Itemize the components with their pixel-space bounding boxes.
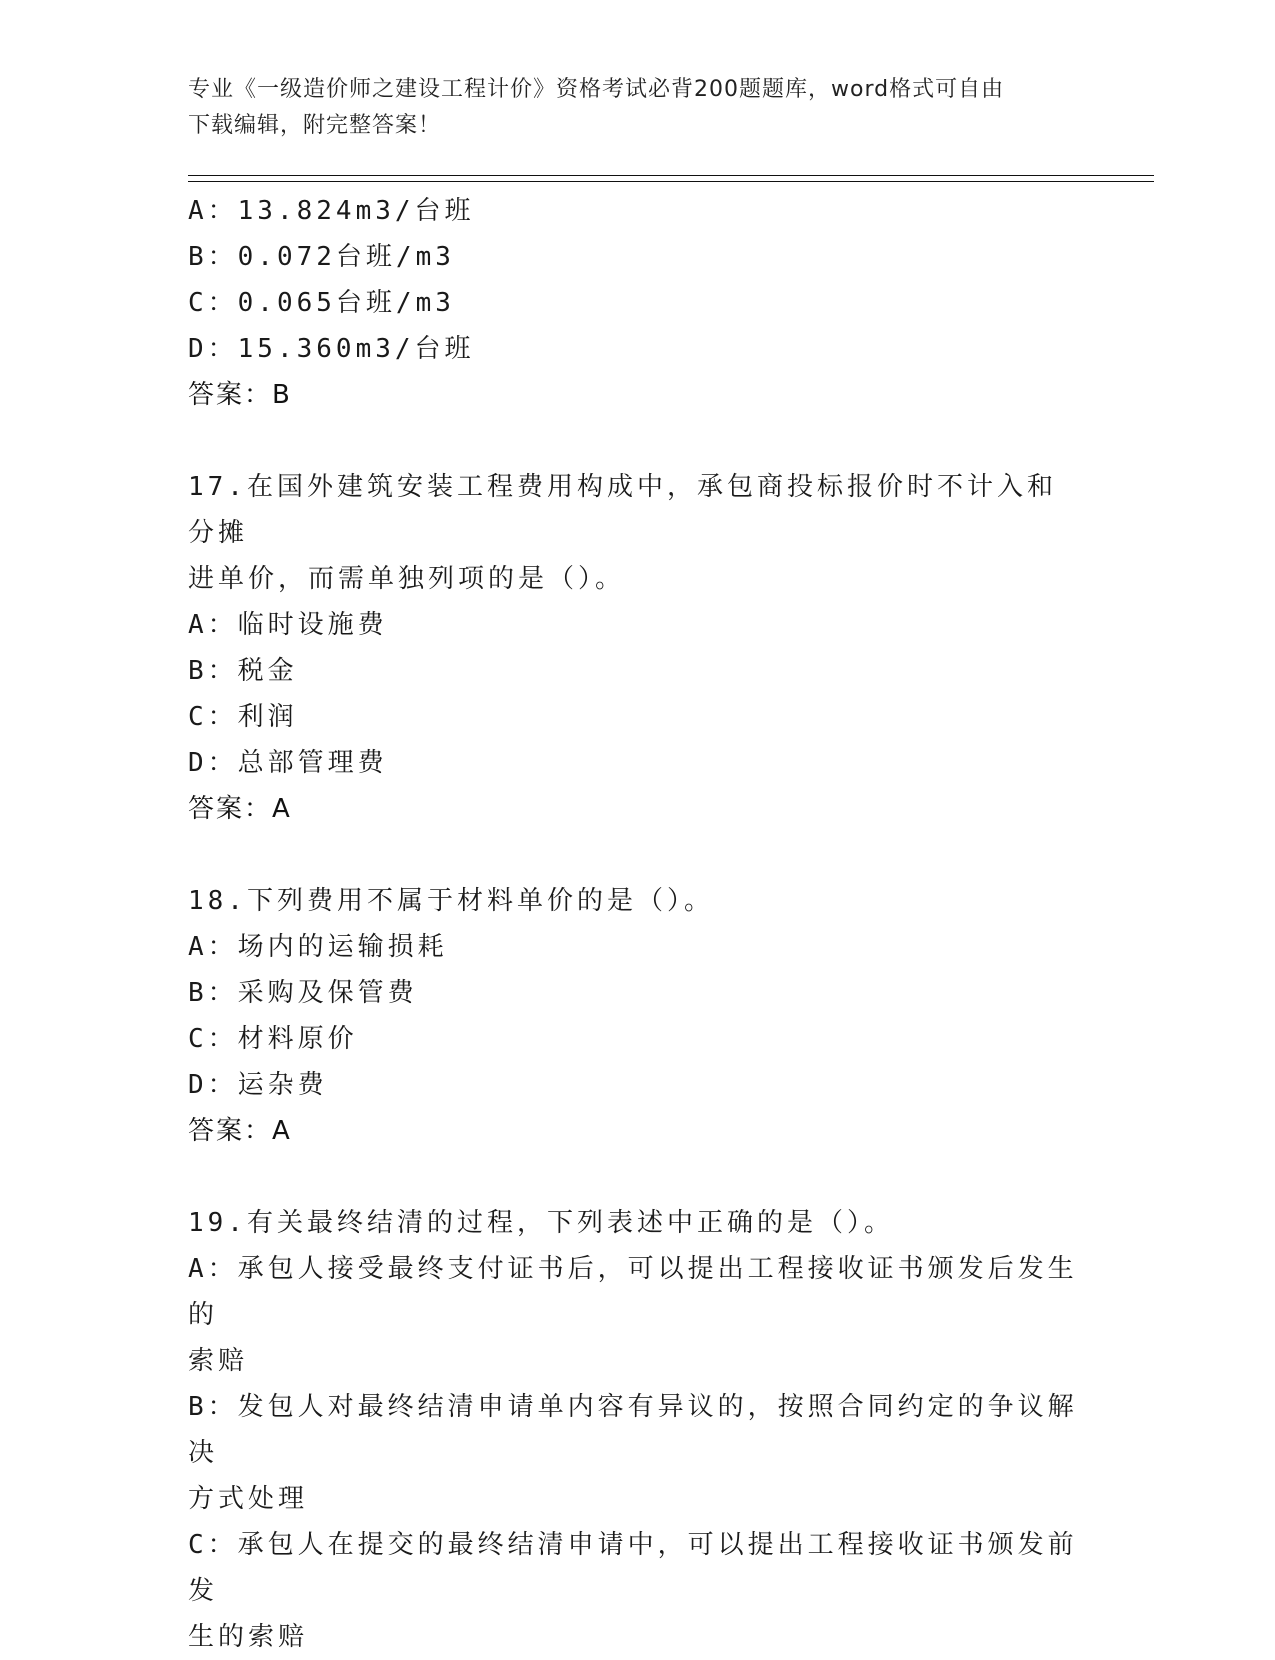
question-gap [188, 832, 1078, 878]
option-a-continued: 索赔 [188, 1346, 249, 1376]
question-stem: 19.有关最终结清的过程，下列表述中正确的是（）。 [188, 1208, 894, 1238]
option-text: 0.065台班/m3 [237, 288, 455, 318]
option-label: C： [188, 702, 238, 732]
option-label: C： [188, 1530, 238, 1560]
question-18 [188, 878, 1078, 1154]
question-17 [188, 464, 1078, 832]
option-label: A： [188, 610, 238, 640]
option-text: 0.072台班/m3 [237, 242, 455, 272]
question-gap [188, 418, 1078, 464]
option-text: 承包人在提交的最终结清申请中，可以提出工程接收证书颁发前发 [188, 1530, 1078, 1606]
option-text: 13.824m3/台班 [237, 196, 475, 226]
option-text: 15.360m3/台班 [237, 334, 475, 364]
option-b [188, 1384, 1078, 1476]
answer: 答案：B [188, 380, 292, 410]
question-stem-continued: 进单价，而需单独列项的是（）。 [188, 564, 626, 594]
option-label: A： [188, 1254, 238, 1284]
question-16-tail [188, 188, 1078, 418]
question-19 [188, 1200, 1078, 1660]
option-c [188, 1016, 1078, 1062]
option-b [188, 234, 1078, 280]
option-b [188, 648, 1078, 694]
answer: 答案：A [188, 794, 292, 824]
header-line-2: 下载编辑，附完整答案！ [188, 113, 442, 138]
question-list [188, 188, 1078, 1660]
option-label: C： [188, 1024, 238, 1054]
option-label: C： [188, 288, 238, 318]
answer: 答案：A [188, 1116, 292, 1146]
question-stem: 18.下列费用不属于材料单价的是（）。 [188, 886, 714, 916]
document-header [188, 72, 1088, 144]
option-label: B： [188, 1392, 238, 1422]
option-text: 运杂费 [237, 1070, 328, 1100]
question-gap [188, 1154, 1078, 1200]
header-line-1: 专业《一级造价师之建设工程计价》资格考试必背200题题库，word格式可自由 [188, 77, 1005, 102]
option-label: D： [188, 334, 238, 364]
option-c-continued: 生的索赔 [188, 1622, 309, 1652]
option-text: 总部管理费 [237, 748, 388, 778]
option-d [188, 1062, 1078, 1108]
option-b-continued: 方式处理 [188, 1484, 309, 1514]
option-c [188, 694, 1078, 740]
header-divider-top [188, 175, 1154, 176]
option-label: B： [188, 978, 238, 1008]
option-label: B： [188, 242, 238, 272]
option-label: D： [188, 1070, 238, 1100]
option-text: 发包人对最终结清申请单内容有异议的，按照合同约定的争议解决 [188, 1392, 1078, 1468]
option-d [188, 326, 1078, 372]
header-divider-bottom [188, 181, 1154, 182]
option-text: 承包人接受最终支付证书后，可以提出工程接收证书颁发后发生的 [188, 1254, 1078, 1330]
option-a [188, 1246, 1078, 1338]
option-a [188, 188, 1078, 234]
option-label: B： [188, 656, 238, 686]
option-text: 场内的运输损耗 [237, 932, 448, 962]
option-text: 税金 [237, 656, 298, 686]
option-a [188, 602, 1078, 648]
option-a [188, 924, 1078, 970]
option-label: A： [188, 932, 238, 962]
option-text: 采购及保管费 [237, 978, 418, 1008]
option-label: A： [188, 196, 238, 226]
option-d [188, 740, 1078, 786]
option-c [188, 1522, 1078, 1614]
option-text: 材料原价 [237, 1024, 358, 1054]
option-text: 利润 [237, 702, 298, 732]
option-c [188, 280, 1078, 326]
option-text: 临时设施费 [237, 610, 388, 640]
option-label: D： [188, 748, 238, 778]
question-stem: 17.在国外建筑安装工程费用构成中，承包商投标报价时不计入和分摊 [188, 472, 1057, 548]
option-b [188, 970, 1078, 1016]
